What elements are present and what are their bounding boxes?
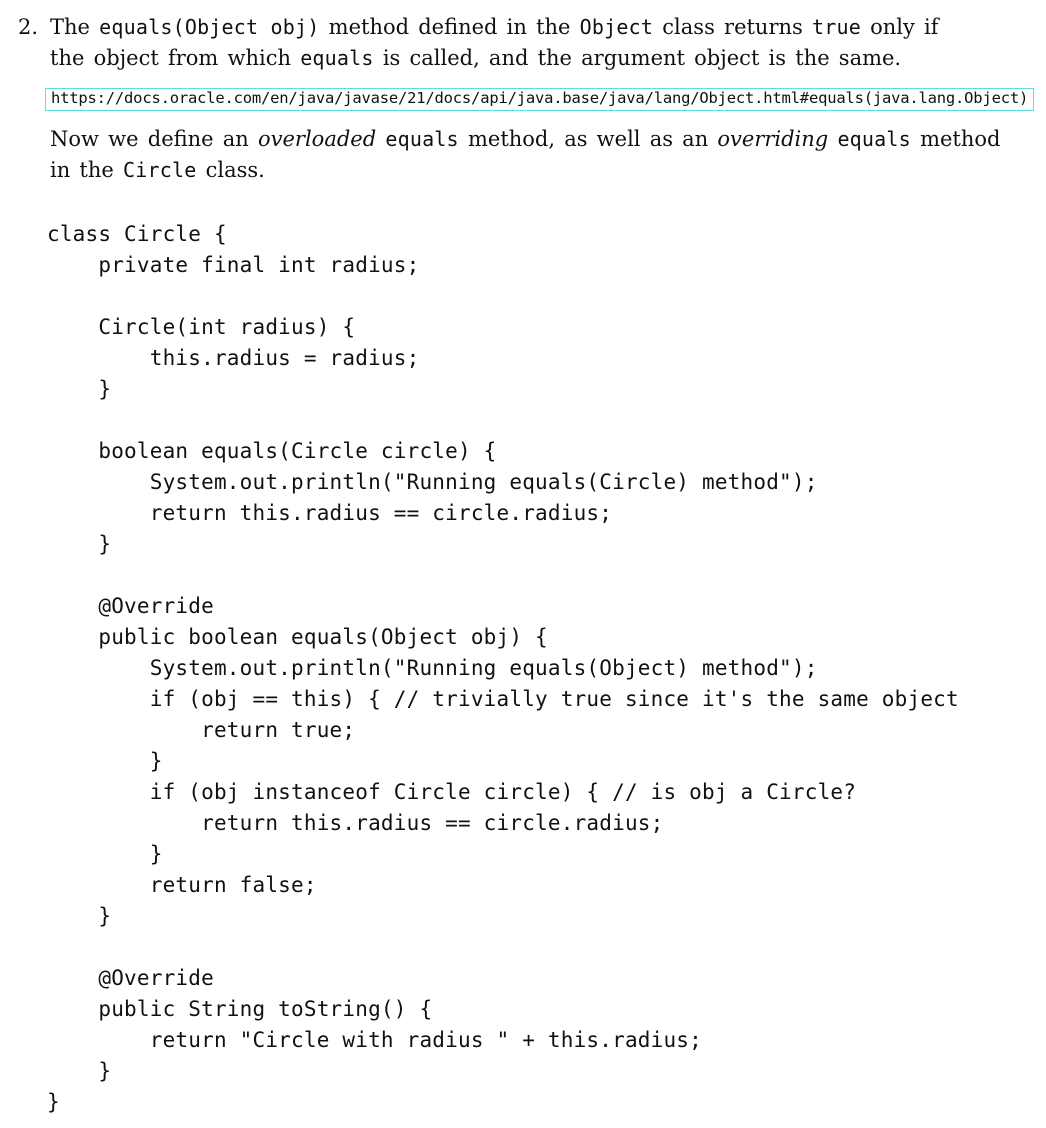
code-line: return this.radius == circle.radius; [47,500,613,525]
code-line: } [47,1058,112,1083]
oracle-docs-link[interactable]: https://docs.oracle.com/en/java/javase/21/docs/api/java.base/java/lang/Object.html#equals(java.lang.Object) [45,88,1034,111]
text-segment: in the [50,157,123,182]
text-segment: The [50,15,100,39]
java-code-block [47,219,1032,1118]
text-segment: method, as well as an [458,126,718,151]
inline-code: Object [579,15,654,39]
code-line: } [47,531,112,556]
text-segment [376,127,385,151]
paragraph-overload-note [50,124,1032,186]
code-line: @Override [47,965,214,990]
code-line: if (obj == this) { // trivially true since it's the same object [47,686,959,711]
code-line: } [47,1089,60,1114]
code-line: return false; [47,872,317,897]
code-line: System.out.println("Running equals(Object) method"); [47,655,818,680]
code-line: return "Circle with radius " + this.radius; [47,1027,702,1052]
text-segment: overloaded [257,126,377,151]
text-line [50,124,1032,155]
inline-code: Circle [122,157,197,182]
code-line: public String toString() { [47,996,433,1021]
text-segment: is called, and the argument object is the same. [373,46,902,70]
inline-code: equals [837,126,911,151]
code-line: class Circle { [47,221,227,246]
code-line: return true; [47,717,356,742]
list-item-2 [18,12,1032,1118]
code-line [47,560,1032,591]
code-line: } [47,903,112,928]
code-line: @Override [47,593,214,618]
code-line: this.radius = radius; [47,345,420,370]
code-line: } [47,376,112,401]
text-segment: overriding [717,126,829,151]
text-segment: class. [196,157,265,182]
code-line: Circle(int radius) { [47,314,356,339]
code-line [47,405,1032,436]
inline-code: equals [300,46,374,70]
text-segment: Now we define an [50,126,258,151]
text-line [50,155,1032,186]
code-line [47,281,1032,312]
text-segment: method [910,126,1001,151]
code-line: } [47,841,163,866]
code-line: boolean equals(Circle circle) { [47,438,497,463]
link-row [45,88,1032,111]
paragraph-equals-description [50,12,1032,74]
code-line: if (obj instanceof Circle circle) { // is obj a Circle? [47,779,857,804]
list-item-number: 2. [18,15,39,39]
text-segment: class returns [653,15,812,39]
inline-code: true [811,15,861,39]
text-line [50,12,1032,43]
code-line: } [47,748,163,773]
code-line: System.out.println("Running equals(Circle) method"); [47,469,818,494]
text-segment: the object from which [50,46,301,70]
text-line [50,43,1032,74]
text-segment: method defined in the [319,15,580,39]
text-segment: only if [860,15,939,39]
inline-code: equals [385,126,459,151]
inline-code: equals(Object obj) [99,15,320,39]
code-line: private final int radius; [47,252,420,277]
code-line [47,932,1032,963]
code-line: return this.radius == circle.radius; [47,810,664,835]
code-line: public boolean equals(Object obj) { [47,624,548,649]
